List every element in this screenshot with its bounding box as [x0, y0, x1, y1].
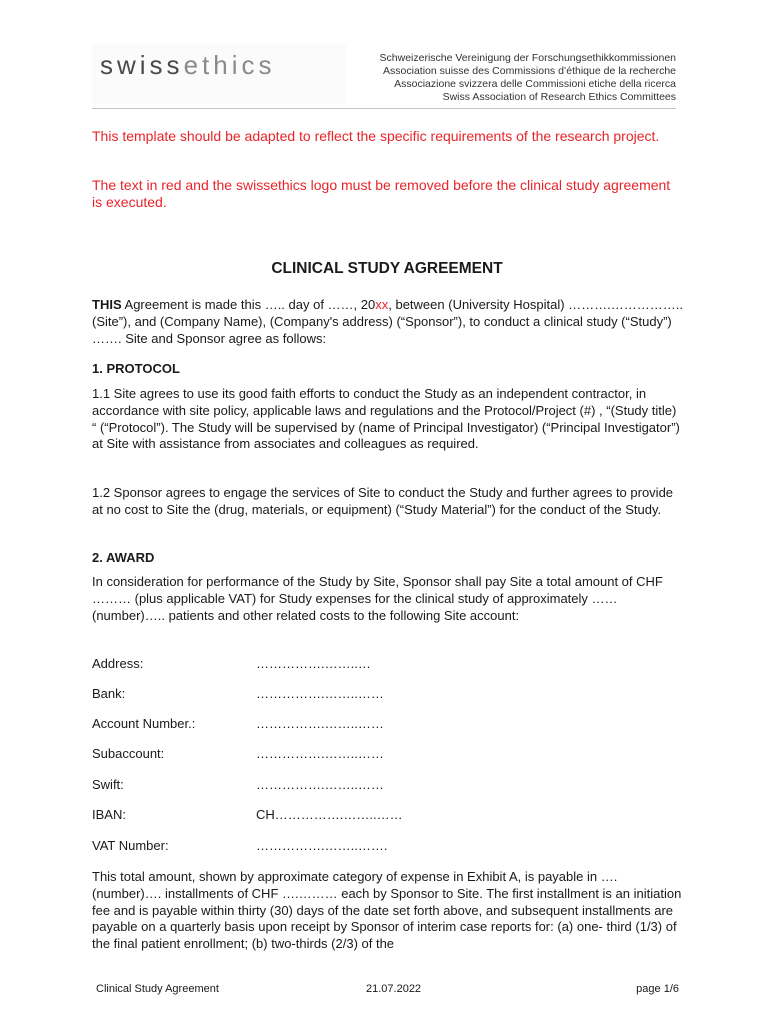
field-label-subaccount: Subaccount:: [92, 746, 165, 761]
footer-page-number: page 1/6: [636, 983, 679, 995]
payment-terms-paragraph: This total amount, shown by approximate category of expense in Exhibit A, is payable in …. (number)…. installments of CHF ….……… each by Sponsor to Site. The first installment is an initiation fee and is payable within thirty (30) days of the date set forth above, and subsequent installments are payable on a quarterly basis upon receipt by Sponsor of interim case reports for: (a) one- third (1/3) of the final patient enrollment; (b) two-thirds (2/3) of the: [92, 869, 682, 952]
template-note-remove: The text in red and the swissethics logo must be removed before the clinical study agreement is executed.: [92, 177, 671, 210]
field-label-iban: IBAN:: [92, 807, 126, 822]
organization-names: [380, 52, 676, 104]
section-heading-protocol: 1. PROTOCOL: [92, 361, 180, 376]
swissethics-logo: swissethics: [100, 50, 276, 80]
template-note-adapt: This template should be adapted to reflect the specific requirements of the research project.: [92, 128, 660, 144]
field-value-address: …………….……..…: [256, 656, 371, 671]
document-title: CLINICAL STUDY AGREEMENT: [271, 260, 503, 277]
field-value-subaccount: …………….……..……: [256, 746, 384, 761]
header-divider: [92, 108, 676, 109]
field-label-swift: Swift:: [92, 777, 124, 792]
field-label-account-number: Account Number.:: [92, 716, 196, 731]
field-value-bank: …………….……..……: [256, 686, 384, 701]
clause-1-1: 1.1 Site agrees to use its good faith efforts to conduct the Study as an independent contractor, in accordance with site policy, applicable laws and regulations and the Protocol/Project (#) , “(Study title) “ (“Protocol”). The Study will be supervised by (name of Principal Investigator) (“Principal Investigator”) at Site with assistance from associates and colleagues as required.: [92, 386, 680, 452]
field-label-vat-number: VAT Number:: [92, 838, 169, 853]
section-heading-award: 2. AWARD: [92, 550, 155, 565]
field-value-account-number: …………….……..……: [256, 716, 384, 731]
footer-date: 21.07.2022: [366, 983, 422, 995]
footer-document-name: Clinical Study Agreement: [96, 983, 219, 995]
field-value-swift: …………….……..……: [256, 777, 384, 792]
org-line-en: Swiss Association of Research Ethics Committees: [442, 91, 676, 103]
intro-paragraph: THIS Agreement is made this ….. day of ……, 20xx, between (University Hospital) ……….…………….. (Site”), and (Company Name), (Company's address) (“Sponsor”), to conduct a clinical study (“Study”) ……. Site and Sponsor agree as follows:: [92, 297, 683, 346]
clause-1-2: 1.2 Sponsor agrees to engage the services of Site to conduct the Study and further agrees to provide at no cost to Site the (drug, materials, or equipment) (“Study Material”) for the conduct of the Study.: [92, 485, 674, 517]
award-paragraph: In consideration for performance of the Study by Site, Sponsor shall pay Site a total amount of CHF ……… (plus applicable VAT) for Study expenses for the clinical study of approximately ……(number)….. patients and other related costs to the following Site account:: [92, 574, 663, 623]
letterhead: [92, 44, 676, 110]
field-label-address: Address:: [92, 656, 144, 671]
field-value-vat-number: …………….……..…….: [256, 838, 388, 853]
org-line-it: Associazione svizzera delle Commissioni etiche della ricerca: [394, 78, 676, 90]
field-value-iban: CH…………….……..……: [256, 807, 403, 822]
field-label-bank: Bank:: [92, 686, 126, 701]
org-line-fr: Association suisse des Commissions d’éthique de la recherche: [383, 65, 676, 77]
org-line-de: Schweizerische Vereinigung der Forschungsethikkommissionen: [379, 52, 676, 64]
